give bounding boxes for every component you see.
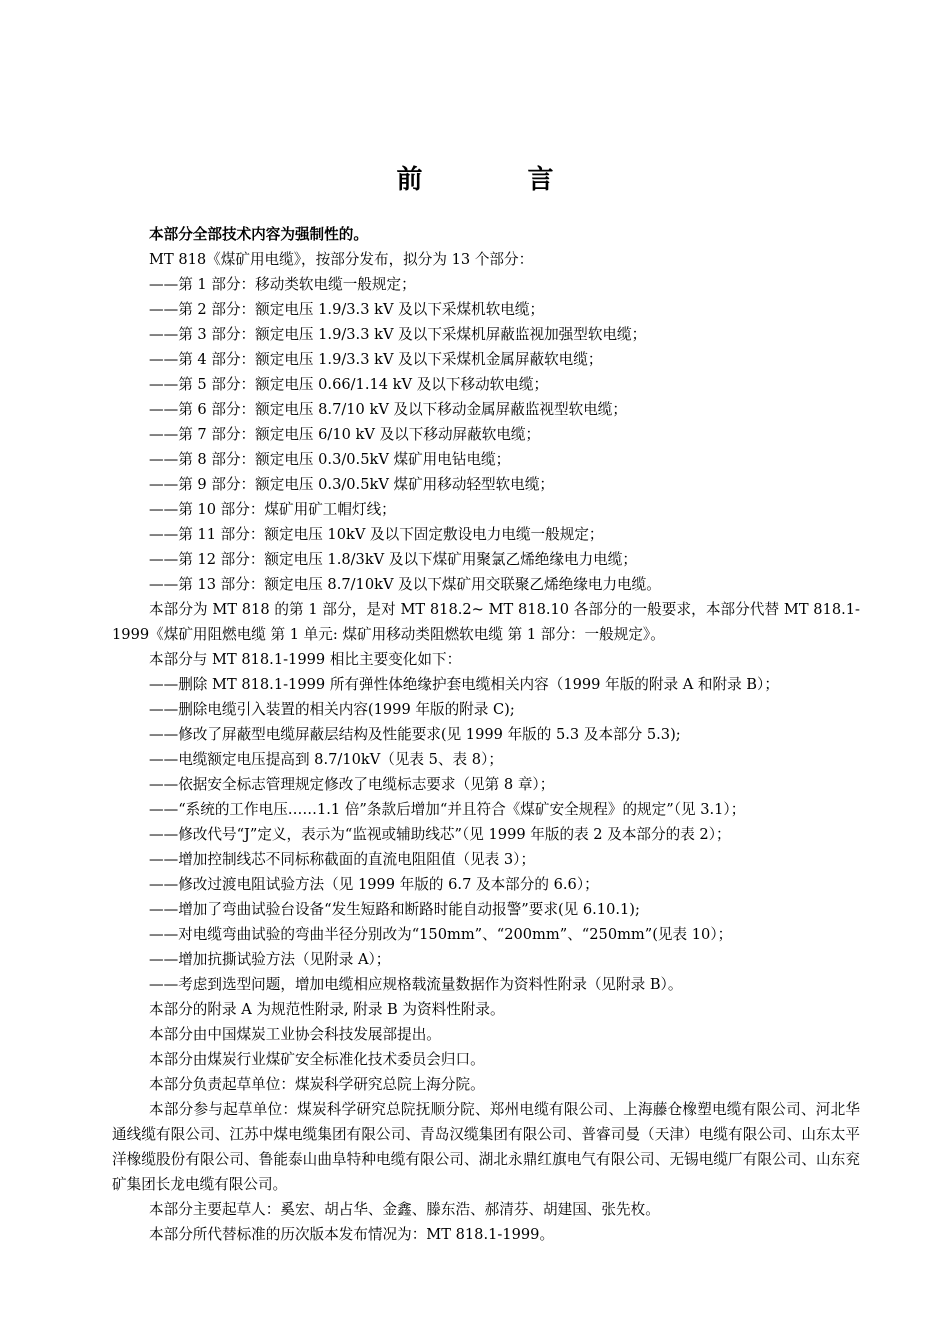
changes-list xyxy=(112,672,860,997)
list-item: ——第 10 部分：煤矿用矿工帽灯线； xyxy=(149,501,396,518)
list-item: ——第 7 部分：额定电压 6/10 kV 及以下移动屏蔽软电缆； xyxy=(149,426,541,443)
list-item: ——修改代号“J”定义，表示为“监视或辅助线芯”（见 1999 年版的表 2 及本部分的表 2）； xyxy=(149,826,731,843)
list-item: ——第 13 部分：额定电压 8.7/10kV 及以下煤矿用交联聚乙烯绝缘电力电缆。 xyxy=(149,576,661,593)
list-item: ——对电缆弯曲试验的弯曲半径分别改为“150mm”、“200mm”、“250mm”(见表 10）； xyxy=(149,926,733,943)
list-item: ——第 4 部分：额定电压 1.9/3.3 kV 及以下采煤机金属屏蔽软电缆； xyxy=(149,351,603,368)
list-item: ——电缆额定电压提高到 8.7/10kV（见表 5、表 8）； xyxy=(149,751,503,768)
list-item: ——考虑到选型问题，增加电缆相应规格载流量数据作为资料性附录（见附录 B）。 xyxy=(149,976,683,993)
list-item: ——第 3 部分：额定电压 1.9/3.3 kV 及以下采煤机屏蔽监视加强型软电缆； xyxy=(149,326,647,343)
list-item: ——第 11 部分：额定电压 10kV 及以下固定敷设电力电缆一般规定； xyxy=(149,526,604,543)
participants-paragraph: 本部分参与起草单位：煤炭科学研究总院抚顺分院、郑州电缆有限公司、上海藤仓橡塑电缆有限公司、河北华通线缆有限公司、江苏中煤电缆集团有限公司、青岛汉缆集团有限公司、普睿司曼（天津）电缆有限公司、山东太平洋橡缆股份有限公司、鲁能泰山曲阜特种电缆有限公司、湖北永鼎红旗电气有限公司、无锡电缆厂有限公司、山东兖矿集团长龙电缆有限公司。 xyxy=(112,1101,860,1193)
changes-intro: 本部分与 MT 818.1-1999 相比主要变化如下： xyxy=(149,651,462,668)
managed-paragraph: 本部分由煤炭行业煤矿安全标准化技术委员会归口。 xyxy=(149,1051,485,1068)
parts-list xyxy=(112,272,860,597)
list-item: ——第 12 部分：额定电压 1.8/3kV 及以下煤矿用聚氯乙烯绝缘电力电缆； xyxy=(149,551,637,568)
list-item: ——第 6 部分：额定电压 8.7/10 kV 及以下移动金属屏蔽监视型软电缆； xyxy=(149,401,627,418)
list-item: ——第 8 部分：额定电压 0.3/0.5kV 煤矿用电钻电缆； xyxy=(149,451,511,468)
document-body xyxy=(112,222,860,1247)
replaces-paragraph: 本部分为 MT 818 的第 1 部分，是对 MT 818.2~ MT 818.10 各部分的一般要求，本部分代替 MT 818.1-1999《煤矿用阻燃电缆 第 1 单元: 煤矿用移动类阻燃软电缆 第 1 部分：一般规定》。 xyxy=(112,601,860,643)
drafting-unit-paragraph: 本部分负责起草单位：煤炭科学研究总院上海分院。 xyxy=(149,1076,485,1093)
drafters-paragraph: 本部分主要起草人：奚宏、胡占华、金鑫、滕东浩、郝清芬、胡建国、张先枚。 xyxy=(149,1201,660,1218)
list-item: ——增加了弯曲试验台设备“发生短路和断路时能自动报警”要求(见 6.10.1); xyxy=(149,901,640,918)
list-item: ——修改过渡电阻试验方法（见 1999 年版的 6.7 及本部分的 6.6）； xyxy=(149,876,599,893)
appendix-paragraph: 本部分的附录 A 为规范性附录, 附录 B 为资料性附录。 xyxy=(149,1001,505,1018)
list-item: ——依据安全标志管理规定修改了电缆标志要求（见第 8 章）； xyxy=(149,776,555,793)
list-item: ——第 5 部分：额定电压 0.66/1.14 kV 及以下移动软电缆； xyxy=(149,376,549,393)
list-item: ——第 1 部分：移动类软电缆一般规定； xyxy=(149,276,416,293)
proposed-paragraph: 本部分由中国煤炭工业协会科技发展部提出。 xyxy=(149,1026,441,1043)
page-title: 前 言 xyxy=(396,165,602,195)
list-item: ——第 2 部分：额定电压 1.9/3.3 kV 及以下采煤机软电缆； xyxy=(149,301,545,318)
list-item: ——第 9 部分：额定电压 0.3/0.5kV 煤矿用移动轻型软电缆； xyxy=(149,476,555,493)
list-item: ——增加控制线芯不同标称截面的直流电阻阻值（见表 3）； xyxy=(149,851,536,868)
list-item: ——“系统的工作电压……1.1 倍”条款后增加“并且符合《煤矿安全规程》的规定”（见 3.1）； xyxy=(149,801,746,818)
intro-paragraph: MT 818《煤矿用电缆》，按部分发布，拟分为 13 个部分： xyxy=(149,251,534,268)
list-item: ——修改了屏蔽型电缆屏蔽层结构及性能要求(见 1999 年版的 5.3 及本部分 5.3); xyxy=(149,726,681,743)
list-item: ——删除电缆引入装置的相关内容(1999 年版的附录 C); xyxy=(149,701,515,718)
mandatory-statement: 本部分全部技术内容为强制性的。 xyxy=(149,226,368,243)
history-paragraph: 本部分所代替标准的历次版本发布情况为：MT 818.1-1999。 xyxy=(149,1226,555,1243)
list-item: ——删除 MT 818.1-1999 所有弹性体绝缘护套电缆相关内容（1999 年版的附录 A 和附录 B）； xyxy=(149,676,779,693)
list-item: ——增加抗撕试验方法（见附录 A）； xyxy=(149,951,391,968)
